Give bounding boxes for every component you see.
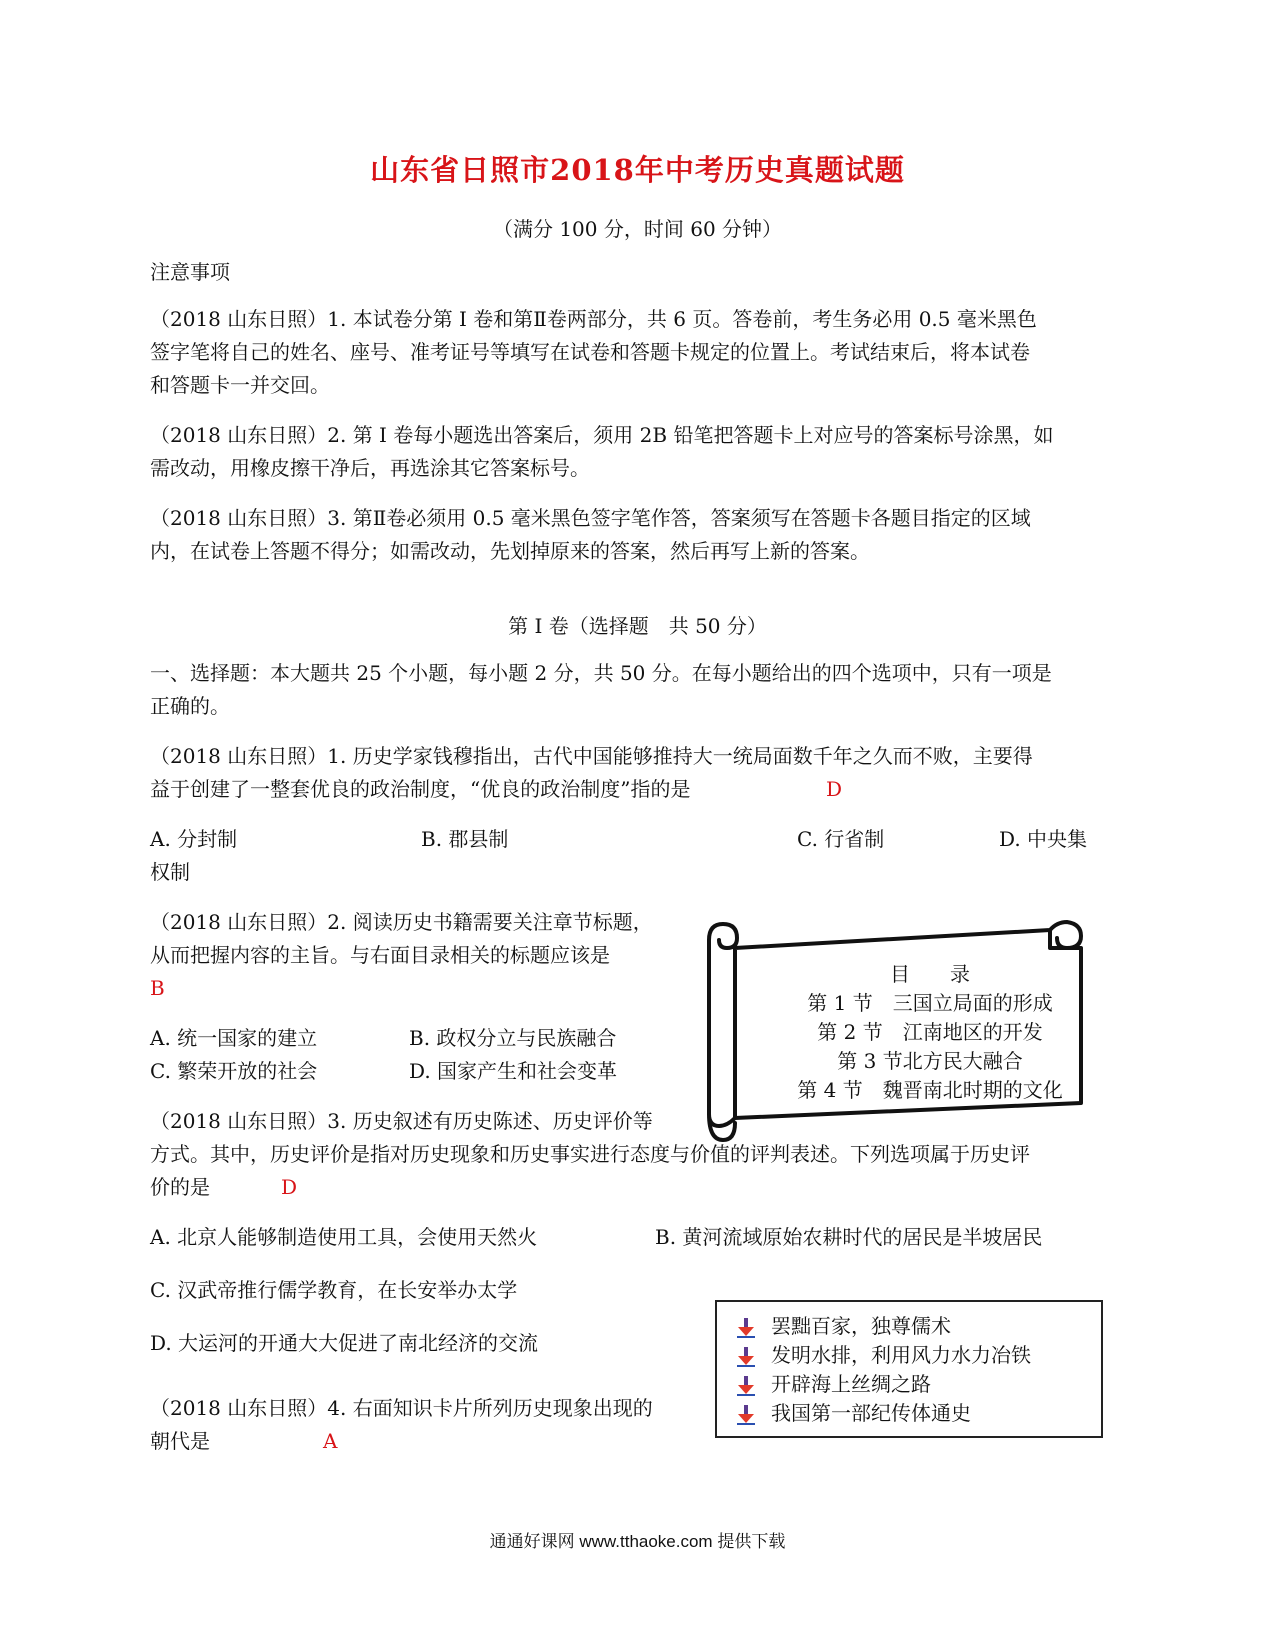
q2-option-a: A. 统一国家的建立 bbox=[150, 1026, 318, 1050]
instructions-line-1: 一、选择题：本大题共 25 个小题，每小题 2 分，共 50 分。在每小题给出的四个选项中，只有一项是 bbox=[150, 661, 1052, 685]
q3-line-2: 方式。其中，历史评价是指对历史现象和历史事实进行态度与价值的评判表述。下列选项属于历史评 bbox=[150, 1142, 1030, 1166]
q1-option-d: D. 中央集 bbox=[999, 827, 1088, 851]
notice-2-line-2: 需改动，用橡皮擦干净后，再选涂其它答案标号。 bbox=[150, 456, 590, 480]
q1-option-b: B. 郡县制 bbox=[421, 827, 509, 851]
card-item-text: 罢黜百家，独尊儒术 bbox=[771, 1314, 951, 1338]
q3-option-d: D. 大运河的开通大大促进了南北经济的交流 bbox=[150, 1331, 539, 1355]
q2-line-2: 从而把握内容的主旨。与右面目录相关的标题应该是 bbox=[150, 943, 610, 967]
q3-line-1: （2018 山东日照）3. 历史叙述有历史陈述、历史评价等 bbox=[150, 1109, 653, 1133]
section-title: 第 I 卷（选择题 共 50 分） bbox=[508, 614, 767, 638]
toc-item-2: 第 2 节 江南地区的开发 bbox=[817, 1020, 1043, 1044]
q1-option-d-wrap: 权制 bbox=[150, 860, 190, 884]
toc-item-4: 第 4 节 魏晋南北时期的文化 bbox=[797, 1078, 1063, 1102]
toc-box bbox=[760, 960, 1100, 1105]
q2-option-c: C. 繁荣开放的社会 bbox=[150, 1059, 318, 1083]
card-item-text: 开辟海上丝绸之路 bbox=[771, 1372, 931, 1396]
notice-heading: 注意事项 bbox=[150, 260, 230, 284]
q3-line-3: 价的是 bbox=[150, 1175, 210, 1199]
arrow-down-bullet-icon bbox=[735, 1404, 757, 1426]
knowledge-card bbox=[715, 1300, 1103, 1438]
notice-3-line-2: 内，在试卷上答题不得分；如需改动，先划掉原来的答案，然后再写上新的答案。 bbox=[150, 539, 870, 563]
arrow-down-bullet-icon bbox=[735, 1317, 757, 1339]
notice-3-line-1: （2018 山东日照）3. 第Ⅱ卷必须用 0.5 毫米黑色签字笔作答，答案须写在答题卡各题目指定的区域 bbox=[150, 506, 1031, 530]
card-item bbox=[735, 1341, 1031, 1369]
card-item-text: 发明水排，利用风力水力冶铁 bbox=[771, 1343, 1031, 1367]
q1-option-a: A. 分封制 bbox=[150, 827, 238, 851]
arrow-down-bullet-icon bbox=[735, 1375, 757, 1397]
q2-option-b: B. 政权分立与民族融合 bbox=[409, 1026, 617, 1050]
toc-item-1: 第 1 节 三国立局面的形成 bbox=[807, 991, 1053, 1015]
q1-option-c: C. 行省制 bbox=[797, 827, 885, 851]
q3-option-b: B. 黄河流域原始农耕时代的居民是半坡居民 bbox=[655, 1225, 1043, 1249]
q4-line-2: 朝代是 bbox=[150, 1429, 210, 1453]
q2-line-1: （2018 山东日照）2. 阅读历史书籍需要关注章节标题， bbox=[150, 910, 653, 934]
instructions-line-2: 正确的。 bbox=[150, 694, 230, 718]
card-item bbox=[735, 1370, 931, 1398]
q3-option-c: C. 汉武帝推行儒学教育，在长安举办太学 bbox=[150, 1278, 518, 1302]
q3-option-a: A. 北京人能够制造使用工具，会使用天然火 bbox=[150, 1225, 538, 1249]
notice-1-line-1: （2018 山东日照）1. 本试卷分第 I 卷和第Ⅱ卷两部分，共 6 页。答卷前，考生务必用 0.5 毫米黑色 bbox=[150, 307, 1037, 331]
toc-heading: 目 录 bbox=[890, 962, 970, 986]
notice-1-line-2: 签字笔将自己的姓名、座号、准考证号等填写在试卷和答题卡规定的位置上。考试结束后，将本试卷 bbox=[150, 340, 1030, 364]
q3-answer: D bbox=[281, 1175, 298, 1199]
notice-1-line-3: 和答题卡一并交回。 bbox=[150, 373, 330, 397]
card-item-text: 我国第一部纪传体通史 bbox=[771, 1401, 971, 1425]
page-title: 山东省日照市2018年中考历史真题试题 bbox=[370, 153, 905, 187]
q1-line-1: （2018 山东日照）1. 历史学家钱穆指出，古代中国能够推持大一统局面数千年之久而不败，主要得 bbox=[150, 744, 1033, 768]
q2-option-d: D. 国家产生和社会变革 bbox=[409, 1059, 618, 1083]
exam-subtitle: （满分 100 分，时间 60 分钟） bbox=[492, 217, 783, 241]
toc-item-3: 第 3 节北方民大融合 bbox=[837, 1049, 1023, 1073]
card-item bbox=[735, 1399, 971, 1427]
arrow-down-bullet-icon bbox=[735, 1346, 757, 1368]
page-footer: 通通好课网 www.tthaoke.com 提供下载 bbox=[489, 1532, 786, 1551]
q4-line-1: （2018 山东日照）4. 右面知识卡片所列历史现象出现的 bbox=[150, 1396, 653, 1420]
q2-answer: B bbox=[150, 976, 165, 1000]
card-item bbox=[735, 1312, 951, 1340]
q4-answer: A bbox=[323, 1429, 338, 1453]
q1-answer: D bbox=[826, 777, 843, 801]
notice-2-line-1: （2018 山东日照）2. 第 I 卷每小题选出答案后，须用 2B 铅笔把答题卡上对应号的答案标号涂黑，如 bbox=[150, 423, 1054, 447]
q1-line-2: 益于创建了一整套优良的政治制度，“优良的政治制度”指的是 bbox=[150, 777, 691, 801]
